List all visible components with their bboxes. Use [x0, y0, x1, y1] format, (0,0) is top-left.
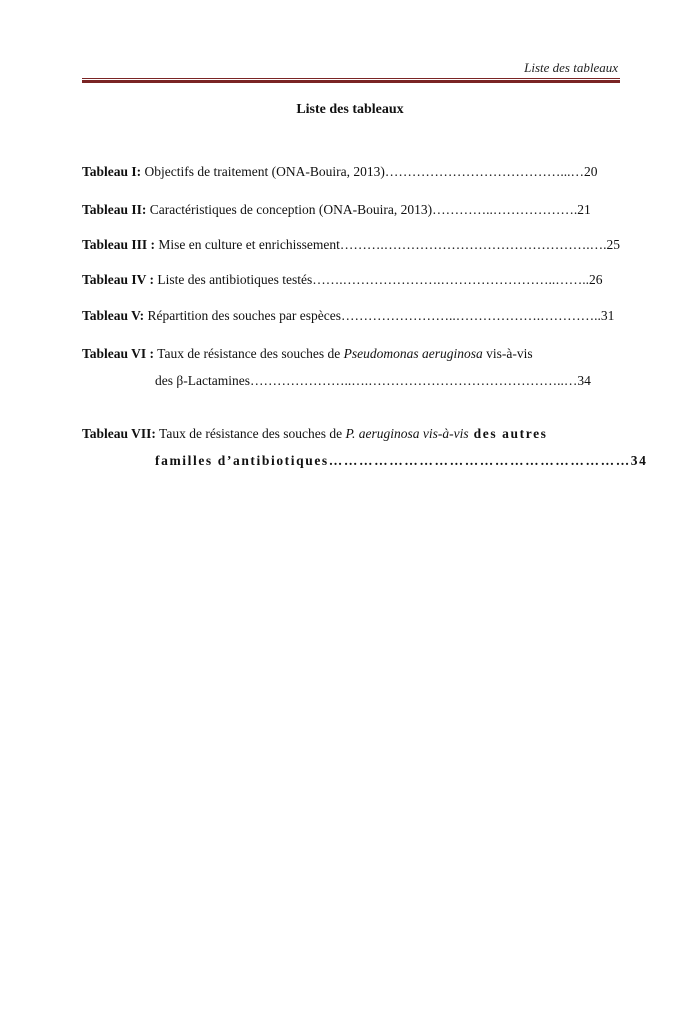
toc-entry[interactable]: [82, 271, 603, 289]
toc-text: Caractéristiques de conception (ONA-Bouira, 2013): [146, 202, 433, 217]
toc-page-number: 31: [600, 308, 615, 323]
toc-leader: ……………………………………………………: [328, 453, 631, 468]
toc-entry[interactable]: [82, 201, 591, 219]
toc-page-number: 34: [577, 373, 591, 388]
toc-text: des β-Lactamines: [155, 373, 250, 388]
toc-label: Tableau VII:: [82, 426, 156, 441]
toc-entry[interactable]: [82, 307, 614, 325]
toc-label: Tableau V:: [82, 308, 145, 323]
toc-entry[interactable]: [82, 236, 620, 254]
toc-entry-continuation[interactable]: [155, 372, 591, 390]
page-title: Liste des tableaux: [296, 102, 404, 117]
toc-text: Liste des antibiotiques testés: [154, 272, 313, 287]
toc-text: vis-à-vis: [482, 346, 533, 361]
toc-leader: …………..……………….: [432, 202, 578, 217]
toc-leader: …….………………….……………………..……..: [312, 272, 590, 287]
toc-page-number: 20: [583, 164, 598, 179]
toc-leader: ……….……………………………………….….: [339, 237, 607, 252]
toc-entry-continuation[interactable]: [155, 452, 648, 470]
toc-text: Objectifs de traitement (ONA-Bouira, 2013): [141, 164, 385, 179]
toc-page-number: 21: [577, 202, 591, 217]
toc-leader: …………………..….……………………………………..…: [249, 373, 578, 388]
toc-entry[interactable]: [82, 345, 533, 363]
toc-text: Répartition des souches par espèces: [144, 308, 341, 323]
toc-label: Tableau III :: [82, 237, 156, 252]
header-rule-thick: [82, 80, 620, 83]
toc-page-number: 25: [606, 237, 620, 252]
toc-page-number: 34: [630, 453, 648, 468]
toc-text: familles d’antibiotiques: [155, 453, 329, 468]
running-header: Liste des tableaux: [524, 60, 618, 75]
toc-leader: ……………………..……………….…………..: [340, 308, 601, 323]
toc-label: Tableau II:: [82, 202, 147, 217]
toc-text: Taux de résistance des souches de: [154, 346, 344, 361]
header-rule-thin: [82, 78, 620, 79]
toc-label: Tableau I:: [82, 164, 142, 179]
toc-label: Tableau VI :: [82, 346, 155, 361]
toc-italic-text: Pseudomonas aeruginosa: [343, 346, 483, 361]
toc-text: des autres: [468, 426, 548, 441]
toc-entry[interactable]: [82, 163, 597, 181]
toc-label: Tableau IV :: [82, 272, 155, 287]
toc-leader: …………………………………...…: [384, 164, 584, 179]
toc-italic-text: P. aeruginosa vis-à-vis: [345, 426, 469, 441]
toc-page-number: 26: [589, 272, 603, 287]
toc-text: Mise en culture et enrichissement: [155, 237, 340, 252]
toc-entry[interactable]: [82, 425, 548, 443]
toc-text: Taux de résistance des souches de: [155, 426, 346, 441]
